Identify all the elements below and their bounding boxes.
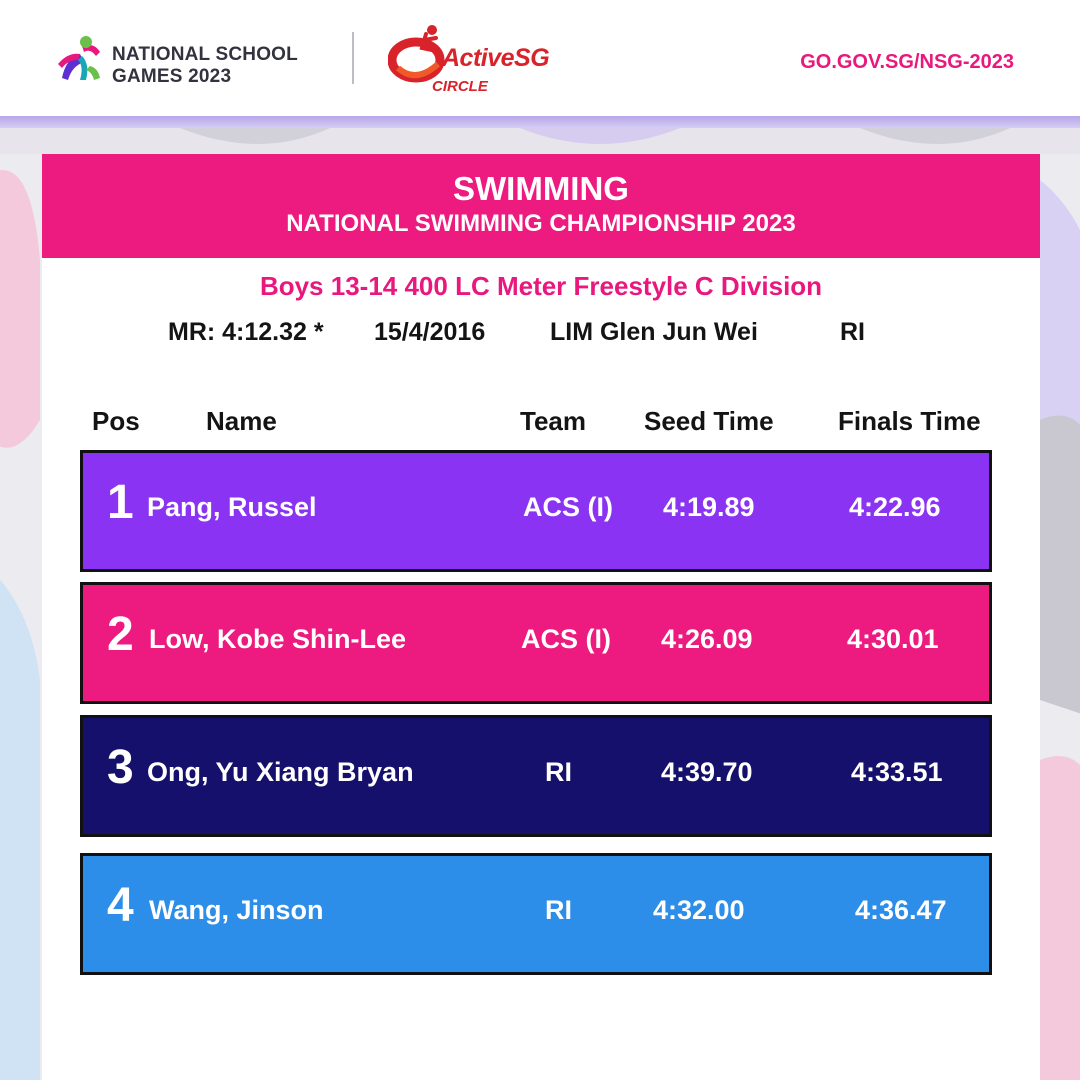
row-swimmer-name: Ong, Yu Xiang Bryan [147,757,414,787]
column-header-name: Name [206,406,277,436]
championship-title: NATIONAL SWIMMING CHAMPIONSHIP 2023 [286,210,796,237]
row-team: ACS (I) [523,492,613,522]
row-position: 2 [107,608,134,661]
national-school-games-logo-icon [56,34,104,84]
column-header-seed-time: Seed Time [644,406,774,436]
sport-banner [42,154,1040,258]
row-finals-time: 4:36.47 [855,895,947,925]
row-seed-time: 4:26.09 [661,624,753,654]
row-swimmer-name: Low, Kobe Shin-Lee [149,624,407,654]
result-row [80,582,992,704]
row-seed-time: 4:39.70 [661,757,753,787]
row-team: ACS (I) [521,624,611,654]
row-position: 3 [107,741,134,794]
result-row [80,450,992,572]
nsg-line-1: NATIONAL SCHOOL [112,44,298,65]
sport-title: SWIMMING [453,170,629,207]
header [0,0,1080,116]
meet-record-time: MR: 4:12.32 * [168,318,324,346]
activesg-circle-logo-icon [388,20,448,84]
meet-record-holder: LIM Glen Jun Wei [550,318,758,346]
row-team: RI [545,895,572,925]
header-accent-bar [0,116,1080,128]
nsg-line-2: GAMES 2023 [112,66,232,87]
result-row [80,853,992,975]
row-swimmer-name: Pang, Russel [147,492,317,522]
column-header-finals-time: Finals Time [838,406,981,436]
result-row [80,715,992,837]
activesg-wordmark: ActiveSG [442,44,550,72]
activesg-circle-label: CIRCLE [432,78,488,95]
row-seed-time: 4:32.00 [653,895,745,925]
meet-record-date: 15/4/2016 [374,318,486,346]
row-team: RI [545,757,572,787]
results-card [42,154,1040,1080]
national-school-games-title [112,44,298,88]
row-finals-time: 4:30.01 [847,624,939,654]
logo-divider [352,32,354,84]
row-seed-time: 4:19.89 [663,492,755,522]
row-finals-time: 4:22.96 [849,492,941,522]
row-position: 1 [107,476,134,529]
row-swimmer-name: Wang, Jinson [149,895,324,925]
column-header-pos: Pos [92,406,140,436]
event-title: Boys 13-14 400 LC Meter Freestyle C Division [259,271,823,301]
meet-record-team: RI [840,318,865,346]
row-position: 4 [107,879,134,932]
row-finals-time: 4:33.51 [851,757,943,787]
nsg-website-link[interactable]: GO.GOV.SG/NSG-2023 [800,51,1014,73]
column-header-team: Team [520,406,586,436]
